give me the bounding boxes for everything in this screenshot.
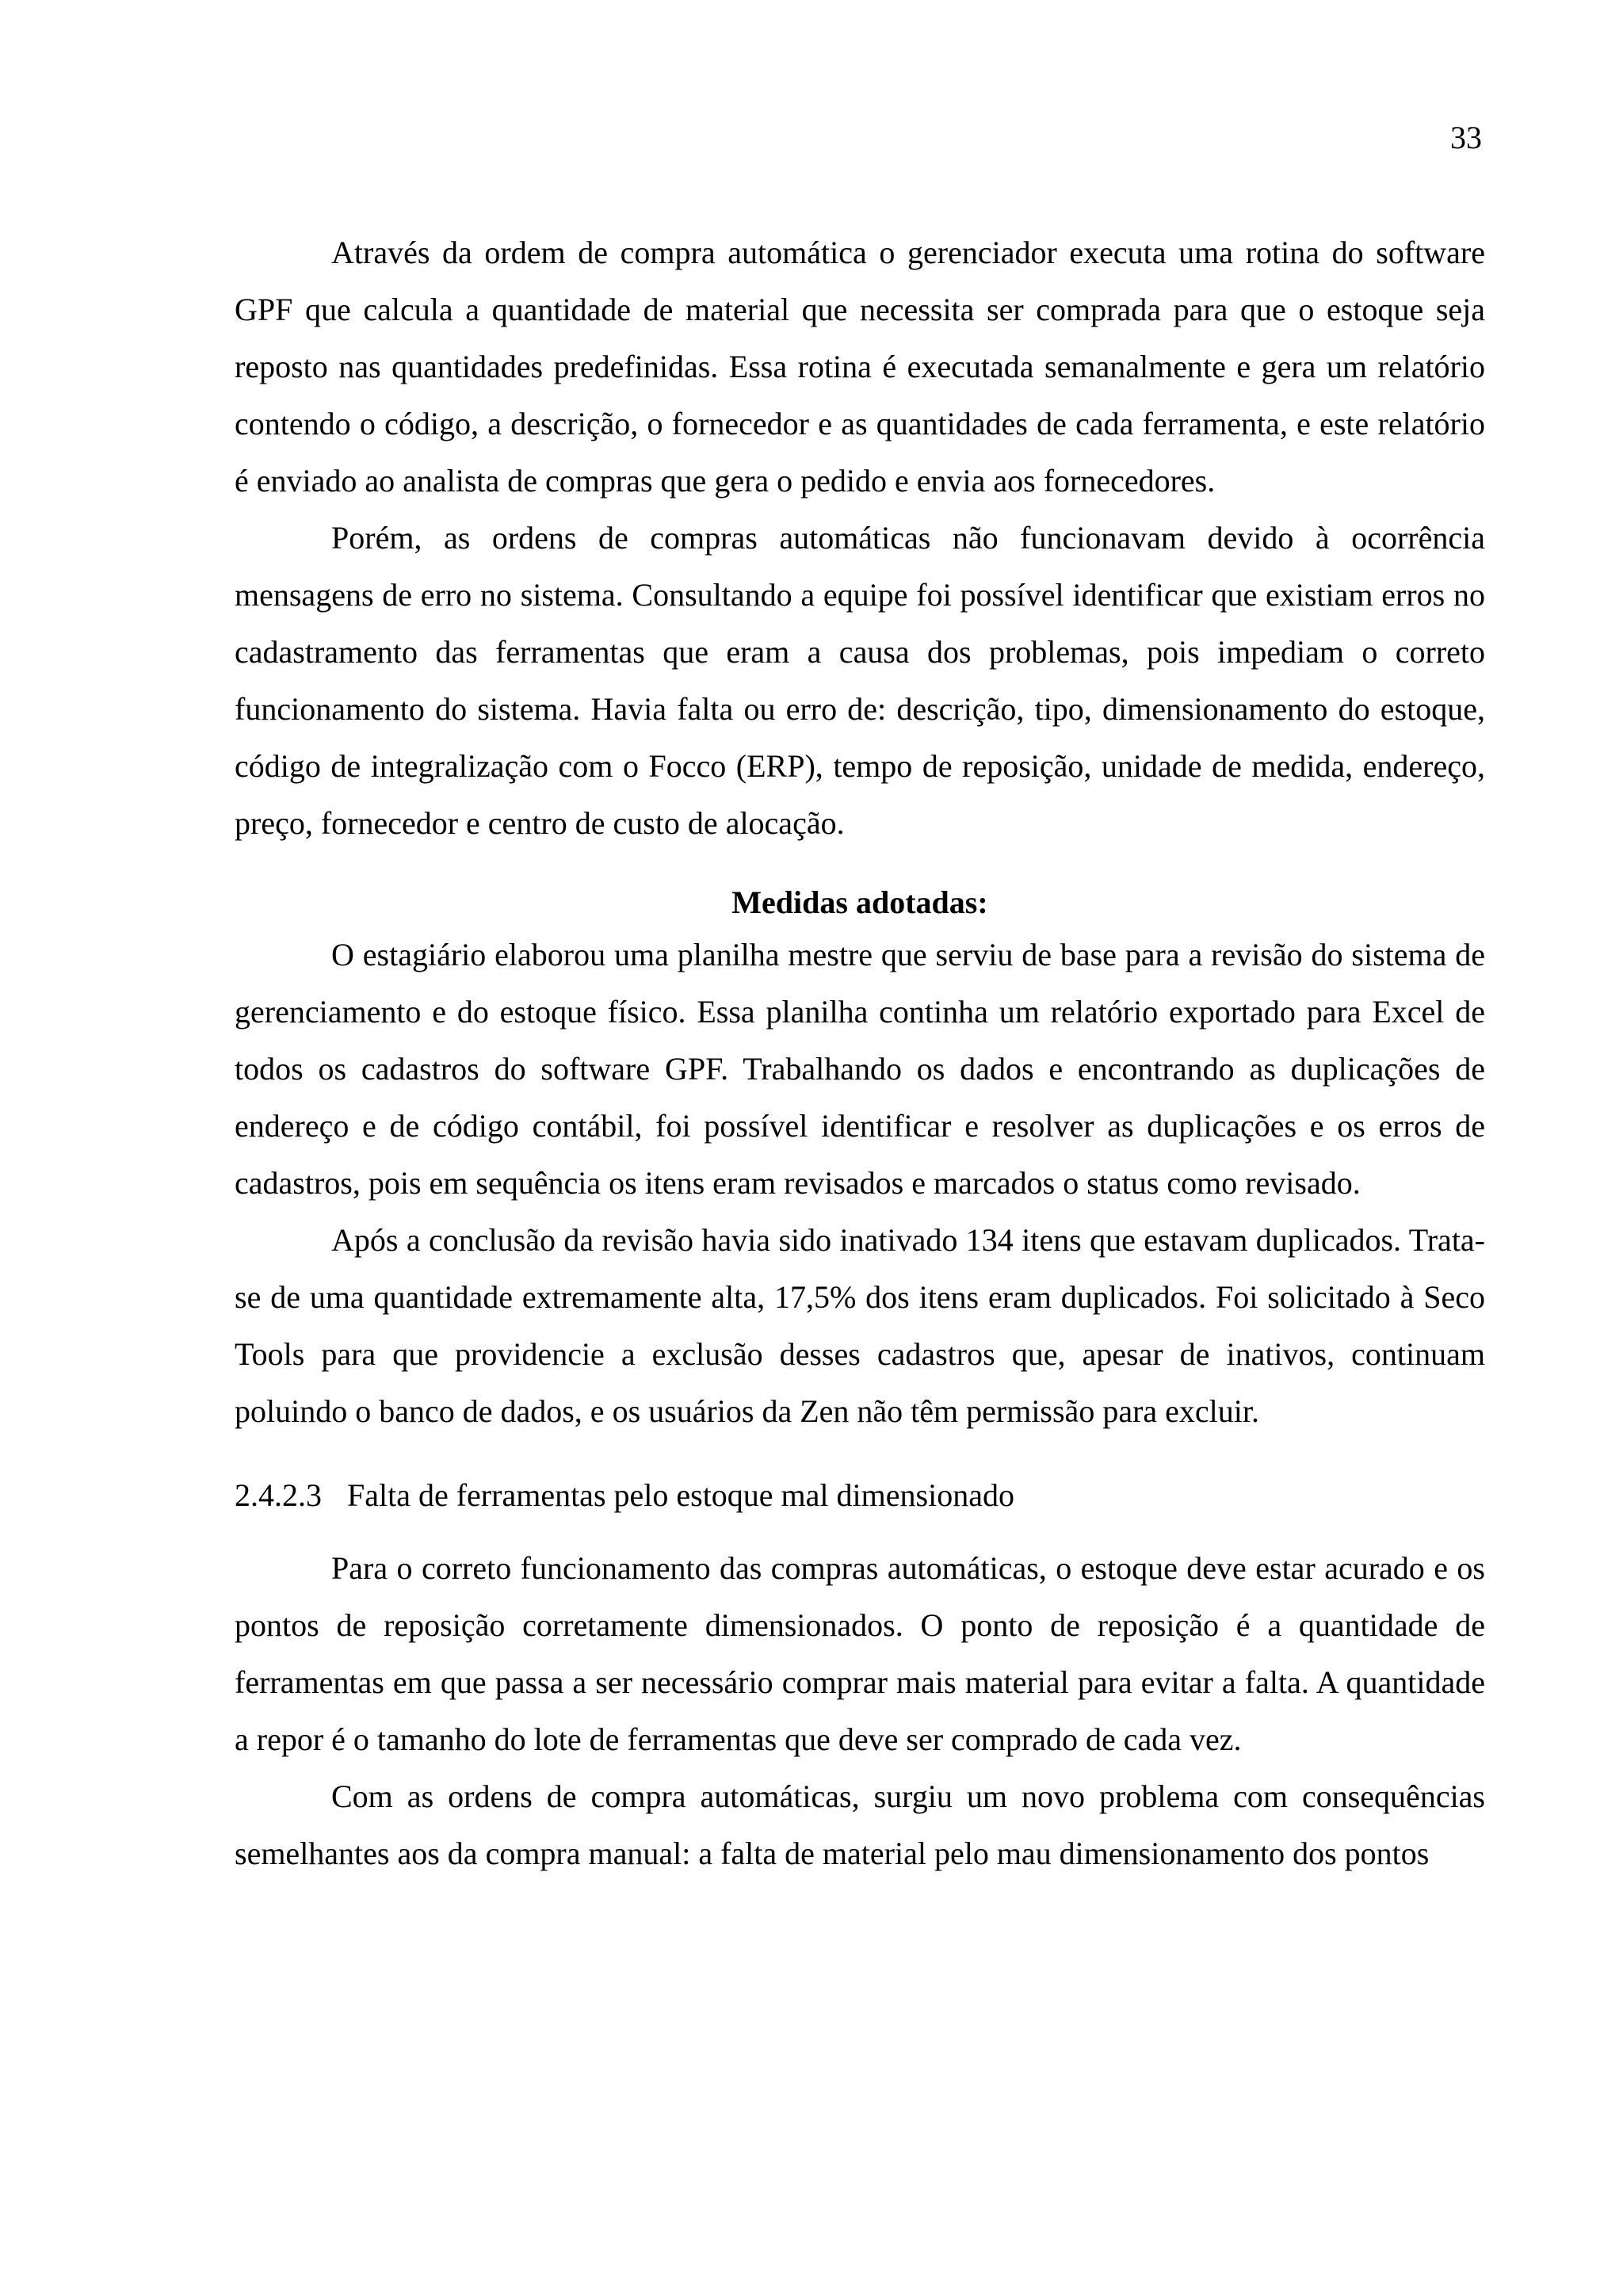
section-number: 2.4.2.3 [235, 1477, 322, 1513]
document-body [235, 224, 1485, 1882]
section-title: Falta de ferramentas pelo estoque mal dimensionado [347, 1477, 1014, 1513]
page-number: 33 [1450, 120, 1482, 155]
paragraph-master-spreadsheet: O estagiário elaborou uma planilha mestre que serviu de base para a revisão do sistema de gerenciamento e do estoque físico. Essa planilha continha um relatório exportado para Excel de todos os cadastros do software GPF. Trabalhando os dados e encontrando as duplicações de endereço e de código contábil, foi possível identificar e resolver as duplicações e os erros de cadastros, pois em sequência os itens eram revisados e marcados o status como revisado. [235, 937, 1485, 1201]
paragraph-automatic-purchase-order: Através da ordem de compra automática o gerenciador executa uma rotina do software GPF que calcula a quantidade de material que necessita ser comprada para que o estoque seja reposto nas quantidades predefinidas. Essa rotina é executada semanalmente e gera um relatório contendo o código, a descrição, o fornecedor e as quantidades de cada ferramenta, e este relatório é enviado ao analista de compras que gera o pedido e envia aos fornecedores. [235, 235, 1485, 499]
section-heading [235, 1467, 1485, 1524]
paragraph-reorder-points: Para o correto funcionamento das compras automáticas, o estoque deve estar acurado e os pontos de reposição corretamente dimensionados. O ponto de reposição é a quantidade de ferramentas em que passa a ser necessário comprar mais material para evitar a falta. A quantidade a repor é o tamanho do lote de ferramentas que deve ser comprado de cada vez. [235, 1550, 1485, 1757]
measures-heading: Medidas adotadas: [731, 884, 988, 920]
paragraph-system-errors: Porém, as ordens de compras automáticas não funcionavam devido à ocorrência mensagens de erro no sistema. Consultando a equipe foi possível identificar que existiam erros no cadastramento das ferramentas que eram a causa dos problemas, pois impediam o correto funcionamento do sistema. Havia falta ou erro de: descrição, tipo, dimensionamento do estoque, código de integralização com o Focco (ERP), tempo de reposição, unidade de medida, endereço, preço, fornecedor e centro de custo de alocação. [235, 520, 1485, 841]
paragraph-new-problem: Com as ordens de compra automáticas, surgiu um novo problema com consequências semelhantes aos da compra manual: a falta de material pelo mau dimensionamento dos pontos [235, 1778, 1485, 1871]
paragraph-revision-conclusion: Após a conclusão da revisão havia sido inativado 134 itens que estavam duplicados. Trata-se de uma quantidade extremamente alta, 17,5% dos itens eram duplicados. Foi solicitado à Seco Tools para que providencie a exclusão desses cadastros que, apesar de inativos, continuam poluindo o banco de dados, e os usuários da Zen não têm permissão para excluir. [235, 1222, 1485, 1429]
